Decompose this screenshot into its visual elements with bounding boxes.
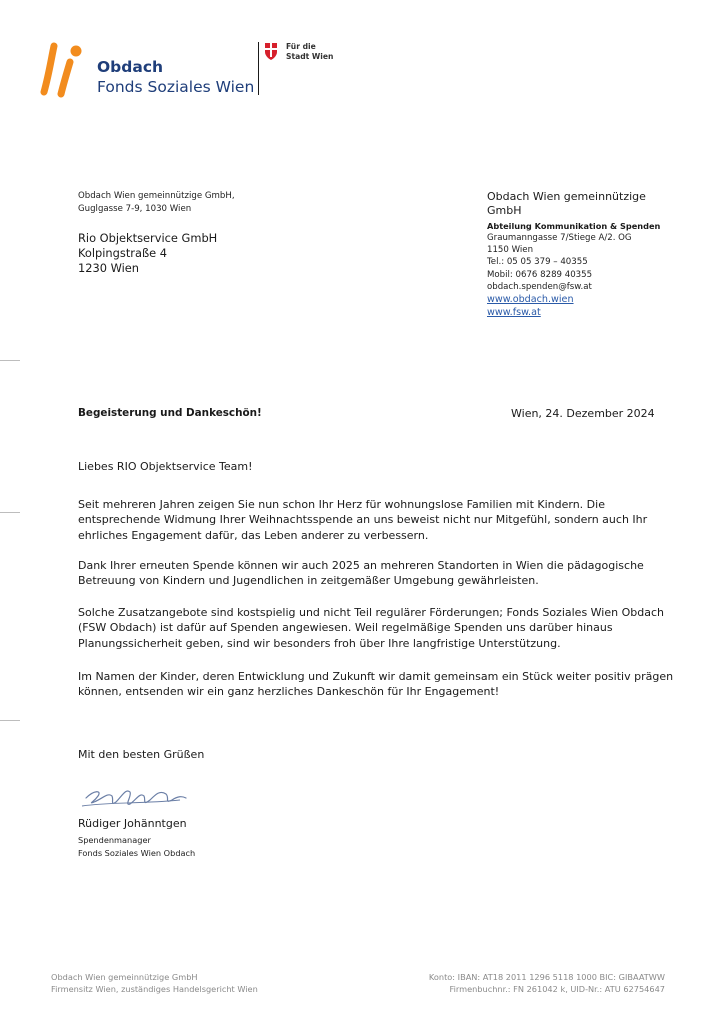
sender-line-1: Obdach Wien gemeinnützige GmbH, [78, 191, 235, 201]
footer-right [390, 971, 665, 996]
letter-subject: Begeisterung und Dankeschön! [78, 407, 262, 419]
wien-coat-of-arms-icon [265, 43, 277, 60]
fsw-logo-mark-icon [40, 42, 98, 98]
contact-web-link-1[interactable]: www.obdach.wien [487, 294, 574, 306]
contact-mobile: Mobil: 0676 8289 40355 [487, 269, 593, 280]
footer-bank: Konto: IBAN: AT18 2011 1296 5118 1000 BIC: GIBAATWW [428, 972, 665, 982]
contact-block [487, 190, 687, 319]
letter-date: Wien, 24. Dezember 2024 [511, 407, 655, 420]
signatory-name: Rüdiger Johänntgen [78, 817, 187, 830]
recipient-address [78, 231, 217, 276]
fold-mark [0, 720, 20, 721]
recipient-city: 1230 Wien [78, 261, 140, 275]
signatory-info [78, 834, 195, 859]
signatory-org: Fonds Soziales Wien Obdach [78, 847, 196, 858]
signatory-role: Spendenmanager [78, 835, 151, 845]
contact-address-1: Graumanngasse 7/Stiege A/2. OG [487, 233, 632, 243]
footer-company: Obdach Wien gemeinnützige GmbH [51, 972, 198, 982]
contact-web-link-2[interactable]: www.fsw.at [487, 307, 541, 319]
contact-org-line-2: GmbH [487, 204, 522, 217]
recipient-name: Rio Objektservice GmbH [78, 231, 218, 245]
letter-paragraph-4: Im Namen der Kinder, deren Entwicklung und Zukunft wir damit gemeinsam ein Stück weiter positiv prägen können, entsenden wir ein ganz herzliches Dankeschön für Ihr Engagement! [78, 670, 674, 699]
letter-paragraph-2: Dank Ihrer erneuten Spende können wir auch 2025 an mehreren Standorten in Wien die pädagogische Betreuung von Kindern und Jugendlichen in zeitgemäßer Umgebung gewährleisten. [78, 559, 644, 588]
wien-logo-text [286, 42, 333, 62]
letter-greeting: Liebes RIO Objektservice Team! [78, 460, 253, 473]
footer-left [51, 971, 258, 996]
contact-email: obdach.spenden@fsw.at [487, 281, 592, 292]
sender-line-2: Guglgasse 7-9, 1030 Wien [78, 204, 192, 214]
footer-registry: Firmenbuchnr.: FN 261042 k, UID-Nr.: ATU 62754647 [449, 984, 665, 995]
letter-closing: Mit den besten Grüßen [78, 748, 205, 761]
letter-paragraph-1: Seit mehreren Jahren zeigen Sie nun schon Ihr Herz für wohnungslose Familien mit Kindern. Die entsprechende Widmung Ihrer Weihnachtsspende an uns beweist nicht nur Mitgefühl, sondern auch Ihr ehrliches Engagement dafür, das Leben anderer zu verbessern. [78, 498, 648, 542]
contact-department: Abteilung Kommunikation & Spenden [487, 221, 661, 231]
wien-line-1: Für die [286, 42, 316, 51]
letter-paragraph-3: Solche Zusatzangebote sind kostspielig und nicht Teil regulärer Förderungen; Fonds Soziales Wien Obdach (FSW Obdach) ist dafür auf Spenden angewiesen. Weil regelmäßige Spenden uns darüber hinaus Planungssicherheit geben, sind wir besonders froh über Ihre langfristige Unterstützung. [78, 606, 664, 650]
fold-mark [0, 360, 20, 361]
contact-address-2: 1150 Wien [487, 245, 534, 256]
logo-subline: Fonds Soziales Wien [97, 78, 255, 96]
recipient-street: Kolpingstraße 4 [78, 246, 167, 260]
contact-phone: Tel.: 05 05 379 – 40355 [487, 257, 588, 268]
contact-org-line-1: Obdach Wien gemeinnützige [487, 190, 646, 203]
logo-divider [258, 42, 259, 95]
wien-line-2: Stadt Wien [286, 52, 334, 61]
sender-line [78, 190, 235, 216]
logo-brand: Obdach [97, 58, 164, 76]
handwritten-signature-icon [80, 782, 190, 812]
fold-mark [0, 512, 20, 513]
footer-seat: Firmensitz Wien, zuständiges Handelsgericht Wien [51, 984, 258, 995]
